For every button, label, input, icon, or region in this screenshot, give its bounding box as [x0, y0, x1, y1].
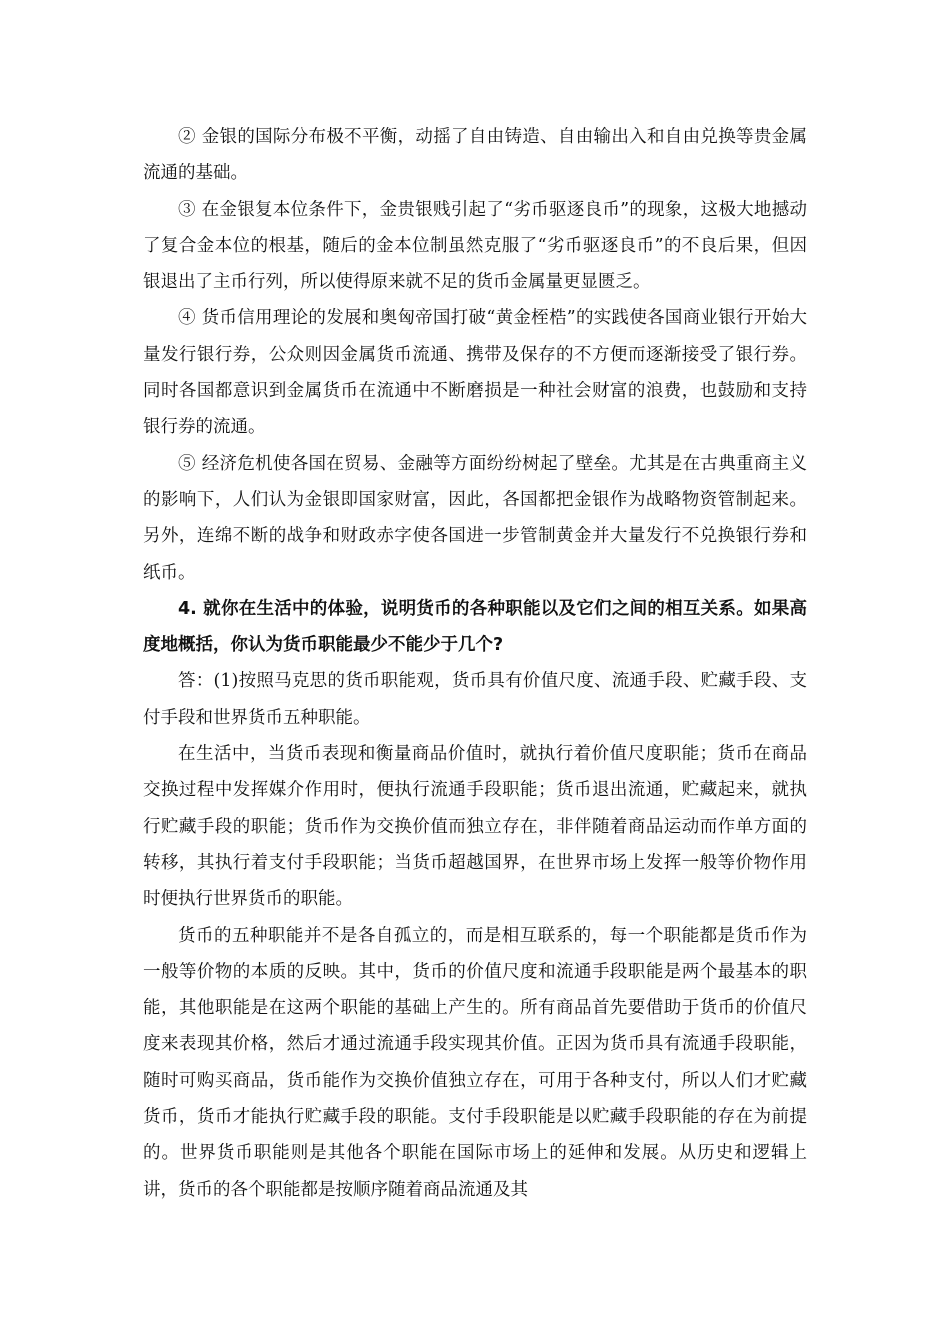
paragraph-functions-relationship: 货币的五种职能并不是各自孤立的，而是相互联系的，每一个职能都是货币作为一般等价物的本质的反映。其中，货币的价值尺度和流通手段职能是两个最基本的职能，其他职能是在这两个职能的基础上产生的。所有商品首先要借助于货币的价值尺度来表现其价格，然后才通过流通手段实现其价值。正因为货币具有流通手段职能，随时可购买商品，货币能作为交换价值独立存在，可用于各种支付，所以人们才贮藏货币，货币才能执行贮藏手段的职能。支付手段职能是以贮藏手段职能的存在为前提的。世界货币职能则是其他各个职能在国际市场上的延伸和发展。从历史和逻辑上讲，货币的各个职能都是按顺序随着商品流通及其	[143, 925, 807, 1200]
question-4-heading: 4. 就你在生活中的体验，说明货币的各种职能以及它们之间的相互关系。如果高度地概括，你认为货币职能最少不能少于几个?	[143, 598, 807, 656]
paragraph-functions-in-life: 在生活中，当货币表现和衡量商品价值时，就执行着价值尺度职能；货币在商品交换过程中发挥媒介作用时，便执行流通手段职能；货币退出流通，贮藏起来，就执行贮藏手段的职能；货币作为交换价值而独立存在，非伴随着商品运动而作单方面的转移，其执行着支付手段职能；当货币超越国界，在世界市场上发挥一般等价物作用时便执行世界货币的职能。	[143, 744, 807, 910]
page-body	[143, 119, 807, 1208]
paragraph-point-3: ③ 在金银复本位条件下，金贵银贱引起了“劣币驱逐良币”的现象，这极大地撼动了复合金本位的根基，随后的金本位制虽然克服了“劣币驱逐良币”的不良后果，但因银退出了主币行列，所以使得原来就不足的货币金属量更显匮乏。	[143, 199, 807, 293]
paragraph-point-2: ② 金银的国际分布极不平衡，动摇了自由铸造、自由输出入和自由兑换等贵金属流通的基础。	[143, 127, 807, 184]
answer-intro: 答：(1)按照马克思的货币职能观，货币具有价值尺度、流通手段、贮藏手段、支付手段和世界货币五种职能。	[143, 671, 807, 728]
paragraph-point-5: ⑤ 经济危机使各国在贸易、金融等方面纷纷树起了壁垒。尤其是在古典重商主义的影响下，人们认为金银即国家财富，因此，各国都把金银作为战略物资管制起来。另外，连绵不断的战争和财政赤字使各国进一步管制黄金并大量发行不兑换银行券和纸币。	[143, 453, 807, 583]
paragraph-point-4: ④ 货币信用理论的发展和奥匈帝国打破“黄金桎梏”的实践使各国商业银行开始大量发行银行券，公众则因金属货币流通、携带及保存的不方便而逐渐接受了银行券。同时各国都意识到金属货币在流通中不断磨损是一种社会财富的浪费，也鼓励和支持银行券的流通。	[143, 308, 807, 438]
